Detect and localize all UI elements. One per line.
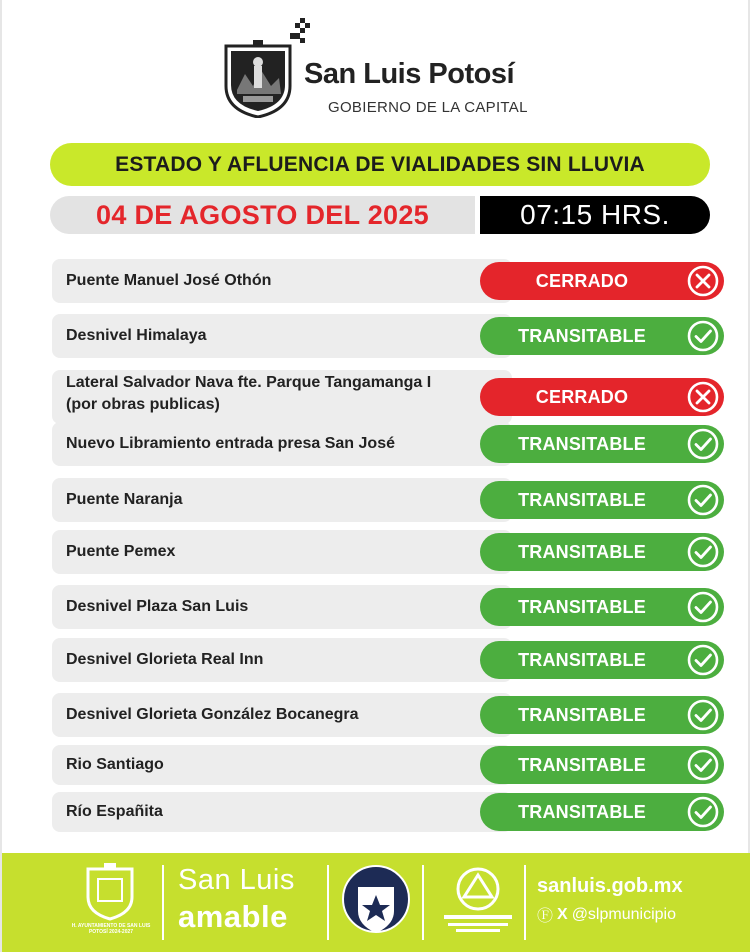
brand-name: San Luis Potosí xyxy=(304,58,515,90)
road-row xyxy=(52,638,724,682)
status-label: TRANSITABLE xyxy=(518,433,646,454)
x-circle-icon xyxy=(686,380,720,414)
check-circle-icon xyxy=(686,483,720,517)
road-name xyxy=(66,489,182,511)
road-name-line: Desnivel Plaza San Luis xyxy=(66,598,249,615)
status-label: TRANSITABLE xyxy=(518,754,646,775)
status-label: TRANSITABLE xyxy=(518,801,646,822)
report-time: 07:15 HRS. xyxy=(520,199,670,230)
status-pill xyxy=(480,317,724,355)
check-circle-icon xyxy=(686,590,720,624)
seal-caption: H. AYUNTAMIENTO DE SAN LUIS POTOSÍ 2024-2027 xyxy=(71,923,151,935)
road-row xyxy=(52,478,724,522)
status-label: TRANSITABLE xyxy=(518,649,646,670)
road-name-line: Río Españita xyxy=(66,803,163,820)
road-row xyxy=(52,792,724,832)
check-circle-icon xyxy=(686,319,720,353)
report-date: 04 DE AGOSTO DEL 2025 xyxy=(96,199,429,230)
status-pill xyxy=(480,641,724,679)
road-name xyxy=(66,801,163,823)
road-name xyxy=(66,704,359,726)
status-pill xyxy=(480,378,724,416)
status-pill xyxy=(480,746,724,784)
checker-ornament-icon xyxy=(290,18,310,48)
footer-divider xyxy=(422,865,424,940)
road-name xyxy=(66,325,207,347)
road-row xyxy=(52,693,724,737)
check-circle-icon xyxy=(686,427,720,461)
slogan-line2: amable xyxy=(178,899,288,934)
coat-of-arms-icon xyxy=(223,40,293,118)
title-banner xyxy=(50,143,710,186)
check-circle-icon xyxy=(686,643,720,677)
slogan-line1: San Luis xyxy=(178,864,295,896)
road-name xyxy=(66,372,431,416)
status-label: TRANSITABLE xyxy=(518,489,646,510)
road-name-line: Puente Naranja xyxy=(66,491,183,508)
status-pill xyxy=(480,533,724,571)
status-label: CERRADO xyxy=(535,270,629,291)
status-pill xyxy=(480,588,724,626)
road-name-line: (por obras publicas) xyxy=(66,396,220,413)
x-icon[interactable]: X xyxy=(557,905,568,923)
status-pill xyxy=(480,696,724,734)
x-circle-icon xyxy=(686,264,720,298)
check-circle-icon xyxy=(686,795,720,829)
brand-subtitle: GOBIERNO DE LA CAPITAL xyxy=(328,99,528,116)
road-row xyxy=(52,259,724,303)
road-name-line: Rio Santiago xyxy=(66,756,164,773)
check-circle-icon xyxy=(686,698,720,732)
date-banner xyxy=(50,196,475,234)
status-pill xyxy=(480,425,724,463)
road-name-line: Desnivel Glorieta Real Inn xyxy=(66,651,264,668)
social-handle[interactable] xyxy=(537,903,676,926)
status-pill xyxy=(480,262,724,300)
social-handle-text: @slpmunicipio xyxy=(571,905,676,923)
check-circle-icon xyxy=(686,748,720,782)
road-name-line: Puente Pemex xyxy=(66,543,176,560)
road-row xyxy=(52,314,724,358)
road-row xyxy=(52,530,724,574)
website-link[interactable]: sanluis.gob.mx xyxy=(537,875,683,897)
header-logo xyxy=(220,18,550,128)
footer-divider xyxy=(524,865,526,940)
road-name-line: Lateral Salvador Nava fte. Parque Tangamanga I xyxy=(66,374,432,391)
status-label: TRANSITABLE xyxy=(518,541,646,562)
road-name-line: Desnivel Himalaya xyxy=(66,327,207,344)
check-circle-icon xyxy=(686,535,720,569)
road-name xyxy=(66,270,271,292)
status-pill xyxy=(480,481,724,519)
road-name xyxy=(66,754,164,776)
road-row xyxy=(52,370,724,424)
footer xyxy=(2,853,750,952)
status-label: TRANSITABLE xyxy=(518,325,646,346)
footer-divider xyxy=(327,865,329,940)
municipal-seal-icon xyxy=(84,863,136,921)
road-name-line: Desnivel Glorieta González Bocanegra xyxy=(66,706,359,723)
road-name xyxy=(66,541,175,563)
police-badge-icon xyxy=(340,863,412,945)
time-banner xyxy=(480,196,710,234)
footer-divider xyxy=(162,865,164,940)
road-name-line: Puente Manuel José Othón xyxy=(66,272,272,289)
road-row xyxy=(52,585,724,629)
road-name xyxy=(66,649,263,671)
road-name xyxy=(66,433,395,455)
status-pill xyxy=(480,793,724,831)
status-label: CERRADO xyxy=(535,386,629,407)
road-row xyxy=(52,745,724,785)
status-label: TRANSITABLE xyxy=(518,704,646,725)
road-row xyxy=(52,422,724,466)
page-title: ESTADO Y AFLUENCIA DE VIALIDADES SIN LLUVIA xyxy=(115,152,645,176)
road-name-line: Nuevo Libramiento entrada presa San José xyxy=(66,435,395,452)
status-label: TRANSITABLE xyxy=(518,596,646,617)
civil-protection-icon xyxy=(438,863,518,945)
facebook-icon[interactable]: Ⓕ xyxy=(537,908,554,925)
road-name xyxy=(66,596,248,618)
